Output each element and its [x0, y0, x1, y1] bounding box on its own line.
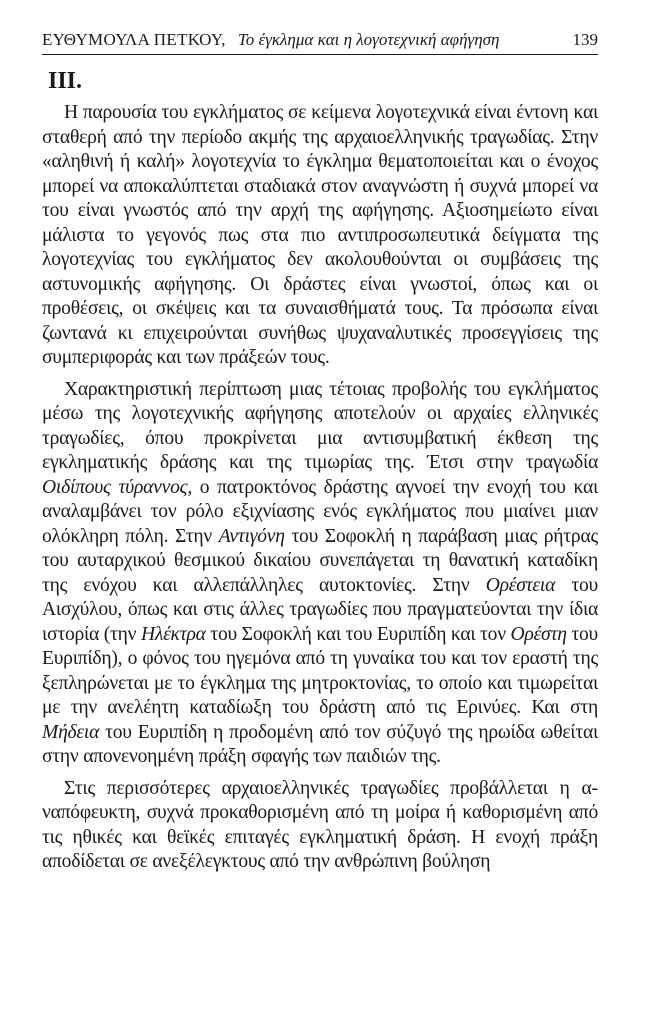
italic-title: Οιδίπους τύραννος: [42, 476, 188, 498]
text-run: του Ευριπίδη η προδομένη από τον σύζυγό της ηρωίδα ωθείται στην απονενοημένη πράξη σφαγής των παιδιών της.: [42, 721, 598, 767]
italic-title: Ορέστεια: [485, 574, 556, 596]
text-run: Η παρουσία του εγκλήματος σε κείμενα λογοτεχνικά είναι έντονη και σταθερή από την περίοδο ακμής της αρχαιοελληνικής τραγωδίας. Στην «αληθινή ή καλή» λογοτεχνία το έγκλημα θεματοποιείται και ο ένοχος μπορεί να αποκαλύπτεται σταδιακά στον αναγνώστη ή συχνά μπορεί να του είναι γνωστός από την αρχή της αφήγησης. Αξιοσημείωτο είναι μάλιστα το γεγονός πως στα πιο αντιπροσωπευτικά δείγματα της λογοτεχνίας του εγκλήματος δεν ακολουθούνται οι συμβάσεις της αστυνομικής αφήγησης. Οι δράστες είναι γνωστοί, όπως και οι προθέσεις, οι σκέψεις και τα συναισθήματά τους. Τα πρόσωπα είναι ζωντανά κι επιχειρούνται συνήθως ψυχαναλυτικές προσεγγίσεις της συμπεριφοράς και των πράξεών τους.: [42, 102, 598, 368]
text-run: του Σοφοκλή η παράβαση μιας ρήτρας του αυταρχικού θεσμικού δικαίου συνεπάγεται τη θανατική καταδίκη της ενόχου και αλλεπάλληλες αυτοκτονίες. Στην: [42, 525, 598, 596]
section-heading: III.: [48, 68, 83, 94]
paragraph: [42, 101, 598, 371]
header-author: ΕΥΘΥΜΟΥΛΑ ΠΕΤΚΟΥ,: [42, 30, 226, 49]
italic-title: Ηλέκτρα: [140, 623, 206, 645]
book-page: [42, 30, 598, 882]
text-run: του Ευριπίδη), ο φόνος του ηγεμόνα από τη γυναίκα του και τον εραστή της ξεπληρώνεται με το έγκλημα της μητροκτονίας, το οποίο και τιμωρείται με την ανελέητη καταδίωξη του δράστη από τις Ερινύες. Και στη: [42, 623, 598, 718]
paragraph: [42, 777, 598, 875]
page-number: 139: [572, 30, 598, 49]
text-run: του Αισχύλου, όπως και στις άλλες τραγωδίες που πραγματεύονται την ίδια ιστορία (την: [42, 574, 598, 645]
italic-title: Αντιγόνη: [218, 525, 285, 547]
paragraph: [42, 378, 598, 770]
running-header: [42, 30, 598, 55]
italic-title: Ορέστη: [510, 623, 567, 645]
italic-title: Μήδεια: [42, 721, 100, 743]
text-run: , ο πατροκτόνος δράστης αγνοεί την ενοχή του και αναλαμβάνει τον ρόλο εξιχνίασης ενός εγκλήματος που μιαίνει μιαν ολόκληρη πόλη. Στην: [42, 476, 599, 547]
text-run: του Σοφοκλή και του Ευριπίδη και τον: [205, 623, 511, 645]
text-run: Χαρακτηριστική περίπτωση μιας τέτοιας προβολής του εγκλήματος μέσω της λογοτεχνικής αφήγησης αποτελούν οι αρχαίες ελληνικές τραγωδίες, όπου προκρίνεται μια αντισυμβατική έκθεση της εγκληματικής δράσης και της τιμωρίας της. Έτσι στην τραγωδία: [42, 378, 598, 473]
header-title: Το έγκλημα και η λογοτεχνική αφήγηση: [237, 30, 500, 49]
body-text: [42, 101, 598, 875]
text-run: Στις περισσότερες αρχαιοελληνικές τραγωδίες προβάλλεται η αναπόφευκτη, συχνά προκαθορισμένη από τη μοίρα ή καθορισμένη από τις ηθικές και θεϊκές επιταγές εγκληματική δράση. Η ενοχή πράξη αποδίδεται σε ανεξέλεγκτους από την ανθρώπινη βούληση: [42, 777, 598, 872]
